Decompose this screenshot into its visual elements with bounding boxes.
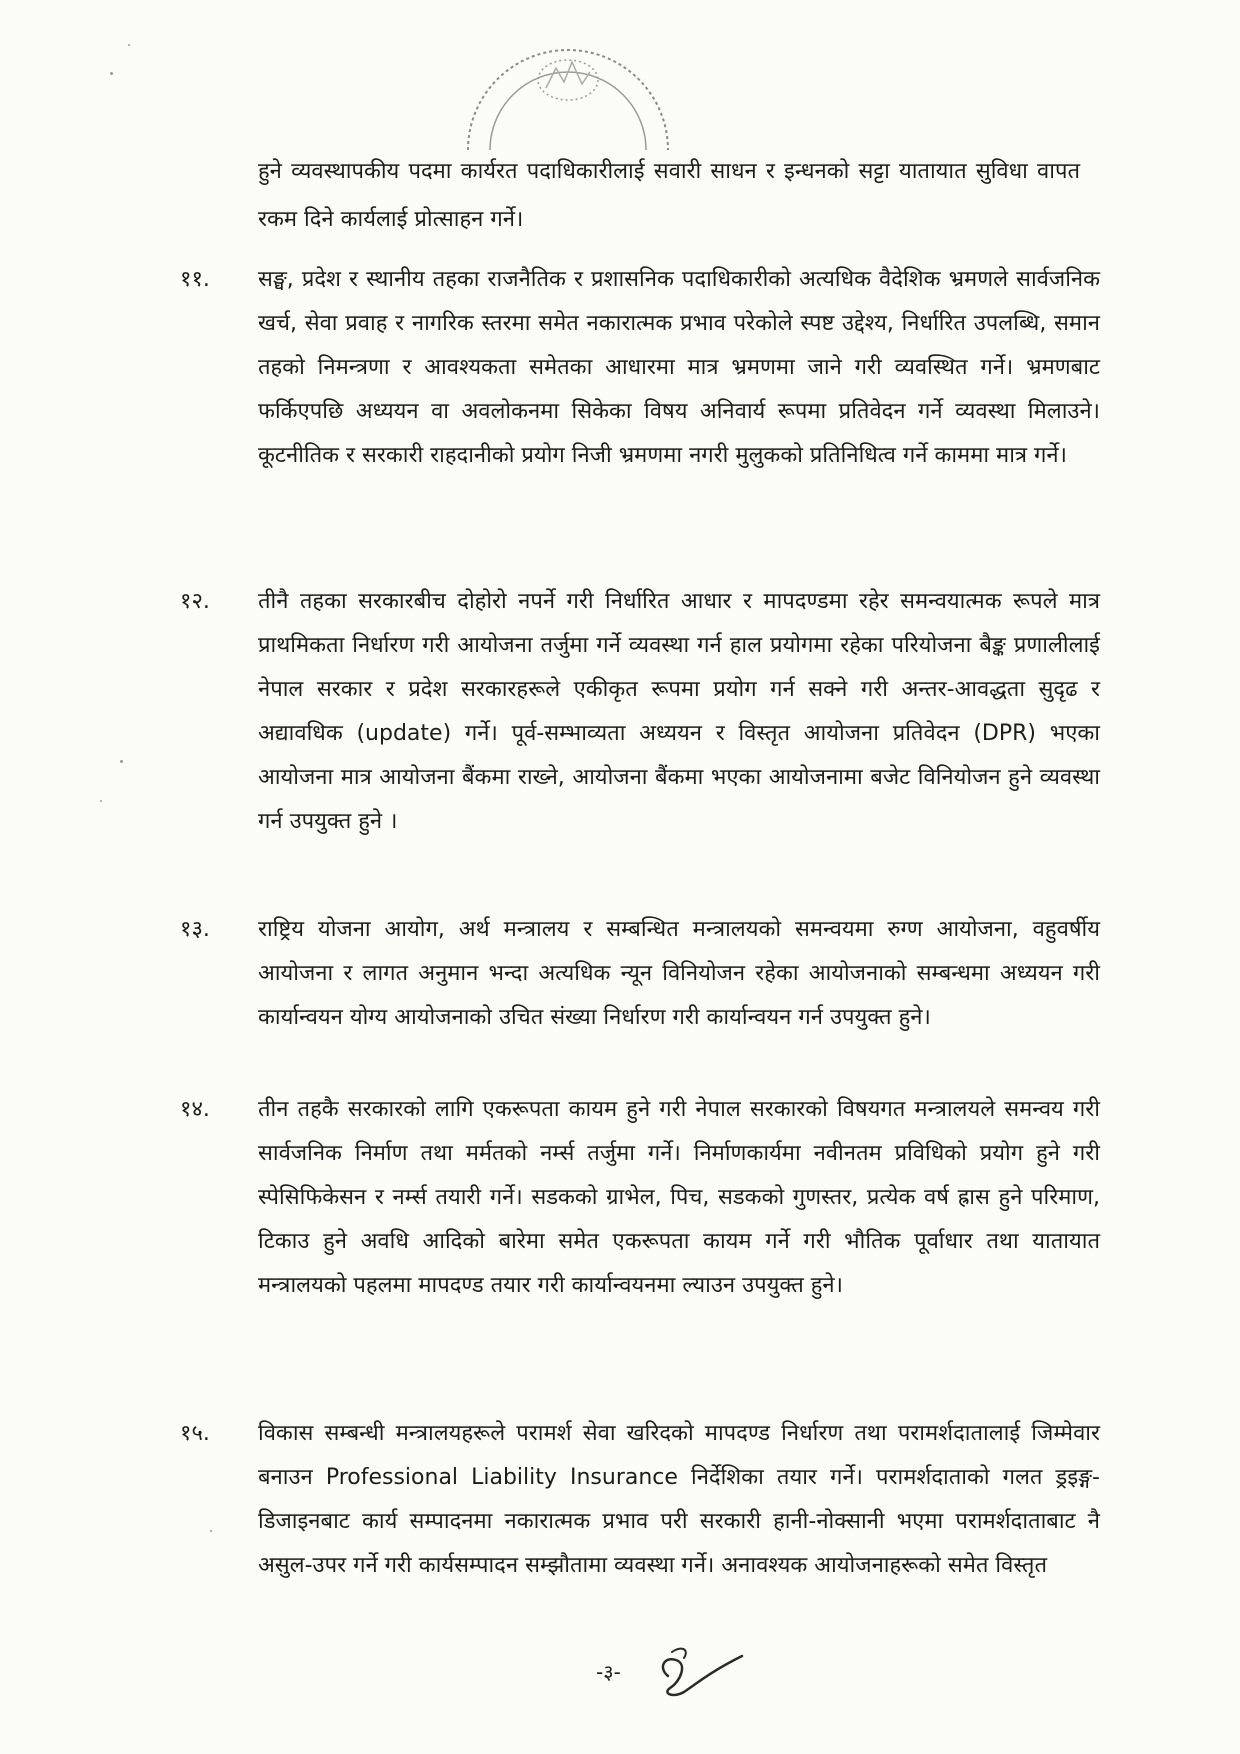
scan-speck (110, 72, 113, 75)
paragraph-text: राष्ट्रिय योजना आयोग, अर्थ मन्त्रालय र सम्बन्धित मन्त्रालयको समन्वयमा रुग्ण आयोजना, वहुवर्षीय आयोजना र लागत अनुमान भन्दा अत्यधिक न्यून विनियोजन रहेका आयोजनाको सम्बन्धमा अध्ययन गरी कार्यान्वयन योग्य आयोजनाको उचित संख्या निर्धारण गरी कार्यान्वयन गर्न उपयुक्त हुने। (258, 917, 1100, 1030)
paragraph-15 (180, 1412, 1100, 1588)
scan-speck (100, 800, 102, 802)
paragraph-13 (180, 908, 1100, 1040)
page-number: -३- (596, 1660, 621, 1684)
commission-seal (450, 32, 686, 162)
paragraph-text: तीनै तहका सरकारबीच दोहोरो नपर्ने गरी निर्धारित आधार र मापदण्डमा रहेर समन्वयात्मक रूपले मात्र प्राथमिकता निर्धारण गरी आयोजना तर्जुमा गर्ने व्यवस्था गर्न हाल प्रयोगमा रहेका परियोजना बैङ्क प्रणालीलाई नेपाल सरकार र प्रदेश सरकारहरूले एकीकृत रूपमा प्रयोग गर्न सक्ने गरी अन्तर-आवद्धता सुदृढ र अद्यावधिक (update) गर्ने। पूर्व-सम्भाव्यता अध्ययन र विस्तृत आयोजना प्रतिवेदन (DPR) भएका आयोजना मात्र आयोजना बैंकमा राख्ने, आयोजना बैंकमा भएका आयोजनामा बजेट विनियोजन हुने व्यवस्था गर्न उपयुक्त हुने । (258, 589, 1100, 834)
paragraph-text: सङ्घ, प्रदेश र स्थानीय तहका राजनैतिक र प्रशासनिक पदाधिकारीको अत्यधिक वैदेशिक भ्रमणले सार्वजनिक खर्च, सेवा प्रवाह र नागरिक स्तरमा समेत नकारात्मक प्रभाव परेकोले स्पष्ट उद्देश्य, निर्धारित उपलब्धि, समान तहको निमन्त्रणा र आवश्यकता समेतका आधारमा मात्र भ्रमणमा जाने गरी व्यवस्थित गर्ने। भ्रमणबाट फर्किएपछि अध्ययन वा अवलोकनमा सिकेका विषय अनिवार्य रूपमा प्रतिवेदन गर्ने व्यवस्था मिलाउने। कूटनीतिक र सरकारी राहदानीको प्रयोग निजी भ्रमणमा नगरी मुलुकको प्रतिनिधित्व गर्ने काममा मात्र गर्ने। (258, 267, 1100, 468)
paragraph-text: तीन तहकै सरकारको लागि एकरूपता कायम हुने गरी नेपाल सरकारको विषयगत मन्त्रालयले समन्वय गरी सार्वजनिक निर्माण तथा मर्मतको नर्म्स तर्जुमा गर्ने। निर्माणकार्यमा नवीनतम प्रविधिको प्रयोग हुने गरी स्पेसिफिकेसन र नर्म्स तयारी गर्ने। सडकको ग्राभेल, पिच, सडकको गुणस्तर, प्रत्येक वर्ष ह्रास हुने परिमाण, टिकाउ हुने अवधि आदिको बारेमा समेत एकरूपता कायम गर्ने गरी भौतिक पूर्वाधार तथा यातायात मन्त्रालयको पहलमा मापदण्ड तयार गरी कार्यान्वयनमा ल्याउन उपयुक्त हुने। (258, 1097, 1100, 1298)
page-footer (590, 1638, 750, 1718)
paragraph-number: ११. (180, 267, 210, 292)
paragraph-number: १३. (180, 917, 210, 942)
continuation-paragraph: हुने व्यवस्थापकीय पदमा कार्यरत पदाधिकारीलाई सवारी साधन र इन्धनको सट्टा यातायात सुविधा वापत रकम दिने कार्यलाई प्रोत्साहन गर्ने। (258, 159, 1080, 232)
scan-speck (128, 44, 130, 46)
paragraph-text: विकास सम्बन्धी मन्त्रालयहरूले परामर्श सेवा खरिदको मापदण्ड निर्धारण तथा परामर्शदातालाई जिम्मेवार बनाउन Professional Liability Insurance निर्देशिका तयार गर्ने। परामर्शदाताको गलत ड्रइङ्ग-डिजाइनबाट कार्य सम्पादनमा नकारात्मक प्रभाव परी सरकारी हानी-नोक्सानी भएमा परामर्शदाताबाट नै असुल-उपर गर्ने गरी कार्यसम्पादन सम्झौतामा व्यवस्था गर्ने। अनावश्यक आयोजनाहरूको समेत विस्तृत (258, 1421, 1100, 1578)
seal-emblem-icon (450, 32, 686, 162)
paragraph-number: १२. (180, 589, 210, 614)
paragraph-14 (180, 1088, 1100, 1308)
paragraph-11 (180, 258, 1100, 478)
paragraph-number: १४. (180, 1097, 210, 1122)
paragraph-number: १५. (180, 1421, 210, 1446)
scan-speck (120, 760, 123, 763)
signature-icon (650, 1638, 750, 1708)
paragraph-12 (180, 580, 1100, 844)
